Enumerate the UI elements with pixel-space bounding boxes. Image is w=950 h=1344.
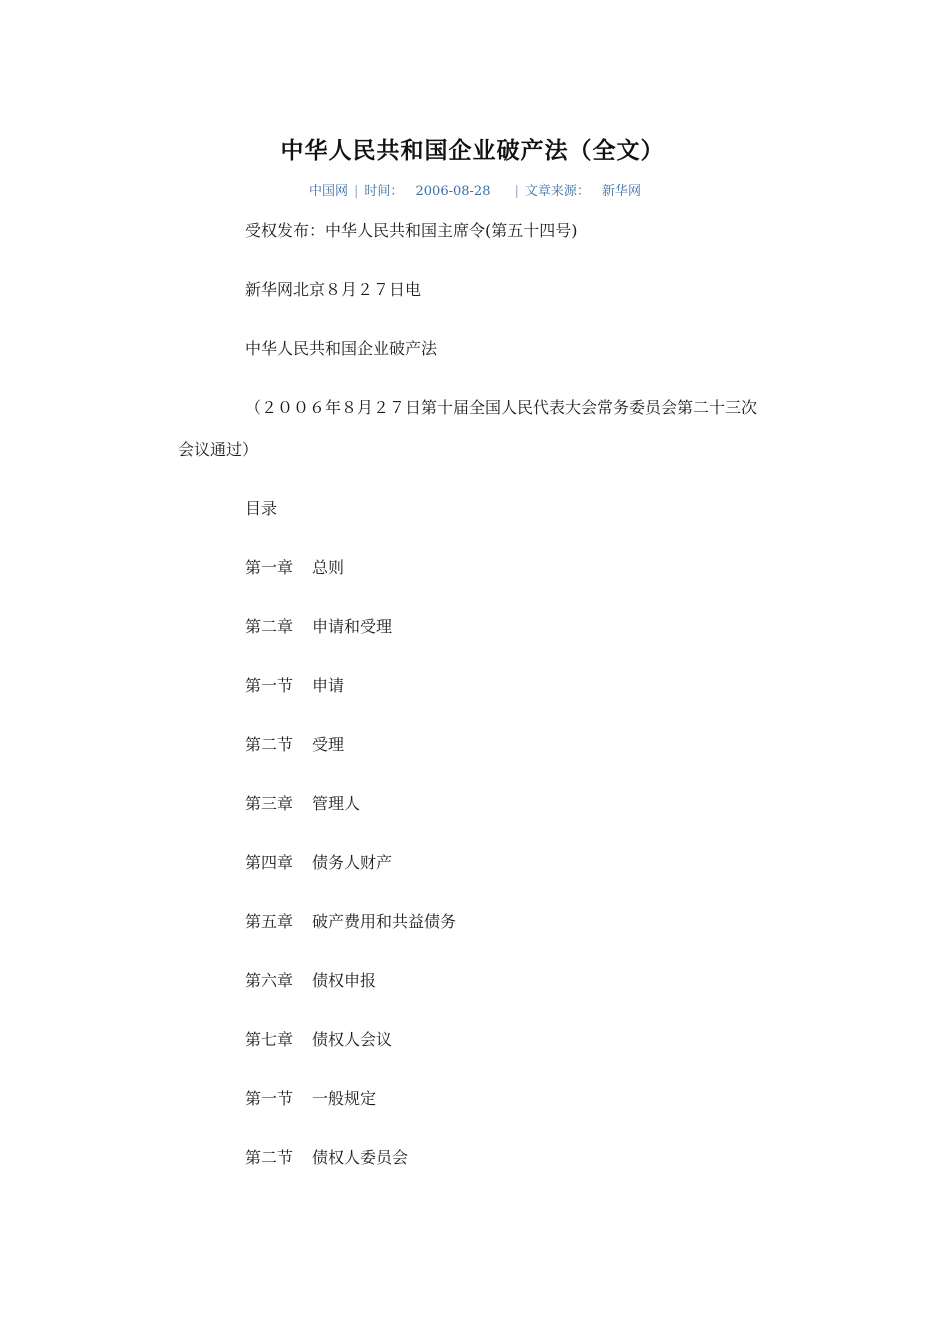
toc-item[interactable] bbox=[245, 791, 360, 814]
adoption-note-line1: （２００６年８月２７日第十届全国人民代表大会常务委员会第二十三次 bbox=[245, 398, 758, 417]
toc-item[interactable] bbox=[245, 732, 344, 755]
toc-item-label: 第七章 bbox=[245, 1030, 294, 1049]
toc-item-text: 债务人财产 bbox=[312, 853, 393, 872]
meta-source-label: 文章来源： bbox=[524, 184, 590, 199]
meta-time-label: 时间： bbox=[364, 184, 404, 199]
toc-item-text: 申请和受理 bbox=[312, 617, 393, 636]
toc-item[interactable] bbox=[245, 909, 456, 932]
toc-item-label: 第三章 bbox=[245, 794, 294, 813]
toc-item[interactable] bbox=[245, 968, 376, 991]
toc-item-text: 一般规定 bbox=[312, 1089, 377, 1108]
intro-line: 新华网北京８月２７日电 bbox=[245, 280, 422, 299]
toc-item-text: 债权申报 bbox=[312, 971, 377, 990]
intro-line: 中华人民共和国企业破产法 bbox=[245, 339, 438, 358]
toc-item-label: 第二节 bbox=[245, 735, 294, 754]
article-meta bbox=[0, 180, 950, 199]
toc-item-label: 第一节 bbox=[245, 1089, 294, 1108]
toc-item[interactable] bbox=[245, 1145, 408, 1168]
toc-item[interactable] bbox=[245, 850, 392, 873]
toc-item[interactable] bbox=[245, 555, 344, 578]
meta-source-value[interactable]: 新华网 bbox=[602, 184, 642, 199]
toc-item-text: 债权人会议 bbox=[312, 1030, 393, 1049]
intro-line: 受权发布：中华人民共和国主席令(第五十四号) bbox=[245, 221, 578, 240]
toc-item-label: 第一节 bbox=[245, 676, 294, 695]
toc-item[interactable] bbox=[245, 614, 392, 637]
toc-item-label: 第五章 bbox=[245, 912, 294, 931]
toc-item-label: 第六章 bbox=[245, 971, 294, 990]
toc-item-text: 总则 bbox=[312, 558, 345, 577]
toc-item[interactable] bbox=[245, 1086, 376, 1109]
toc-item-label: 第二章 bbox=[245, 617, 294, 636]
toc-item-text: 债权人委员会 bbox=[312, 1148, 409, 1167]
toc-item[interactable] bbox=[245, 1027, 392, 1050]
toc-heading: 目录 bbox=[245, 499, 278, 518]
toc-item-label: 第四章 bbox=[245, 853, 294, 872]
toc-item-label: 第二节 bbox=[245, 1148, 294, 1167]
page-title: 中华人民共和国企业破产法（全文） bbox=[280, 137, 665, 164]
toc-item-text: 管理人 bbox=[312, 794, 361, 813]
toc-item-text: 申请 bbox=[312, 676, 345, 695]
toc-item-text: 破产费用和共益债务 bbox=[312, 912, 457, 931]
toc-item-text: 受理 bbox=[312, 735, 345, 754]
meta-separator: | bbox=[353, 184, 359, 199]
toc-item-label: 第一章 bbox=[245, 558, 294, 577]
meta-separator: | bbox=[514, 184, 519, 199]
meta-site[interactable]: 中国网 bbox=[308, 184, 348, 199]
toc-item[interactable] bbox=[245, 673, 344, 696]
adoption-note-line2: 会议通过） bbox=[178, 440, 259, 459]
meta-time-value: 2006-08-28 bbox=[415, 184, 491, 199]
